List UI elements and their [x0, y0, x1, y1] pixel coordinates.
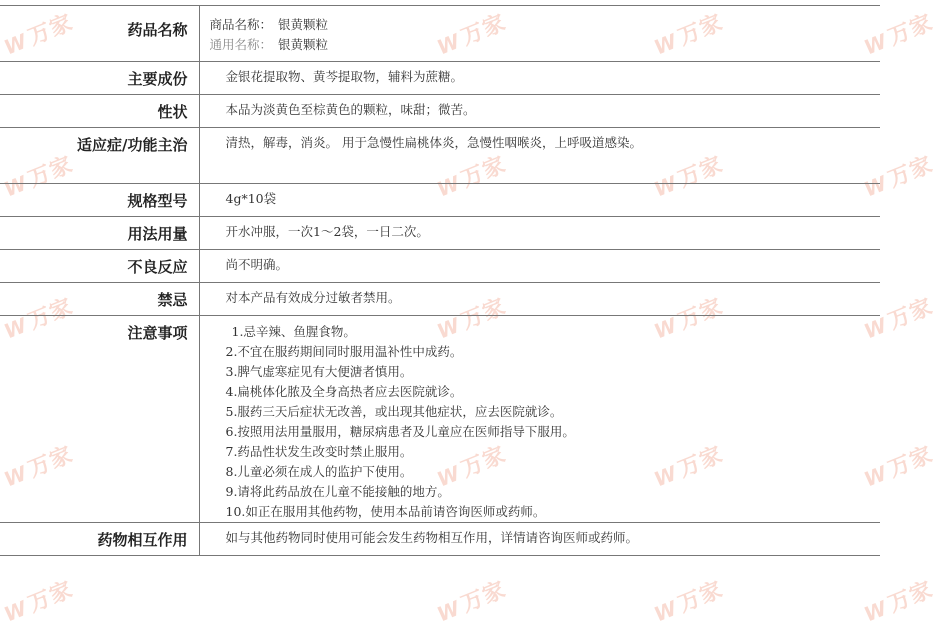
watermark-logo: W万家 [650, 577, 727, 627]
row-drug-name [0, 6, 880, 62]
watermark-logo: W万家 [0, 10, 77, 60]
row-label: 适应症/功能主治 [0, 128, 199, 184]
drug-spec-table [0, 5, 880, 556]
list-item: 3.脾气虚寒症见有大便溏者慎用。 [225, 364, 413, 379]
row-precautions [0, 316, 880, 523]
row-value: 尚不明确。 [199, 250, 880, 283]
row-contraindications [0, 283, 880, 316]
row-ingredients [0, 62, 880, 95]
watermark-logo: W万家 [860, 10, 937, 60]
watermark-logo: W万家 [650, 152, 727, 202]
row-label: 规格型号 [0, 184, 199, 217]
drug-name-cell [199, 6, 880, 62]
row-label: 禁忌 [0, 283, 199, 316]
watermark-logo: W万家 [0, 577, 77, 627]
row-value: 金银花提取物、黄芩提取物，辅料为蔗糖。 [199, 62, 880, 95]
row-description [0, 95, 880, 128]
watermark-logo: W万家 [650, 442, 727, 492]
watermark-logo: W万家 [860, 442, 937, 492]
list-item: 9.请将此药品放在儿童不能接触的地方。 [225, 484, 450, 499]
row-value: 4g*10袋 [199, 184, 880, 217]
watermark-logo: W万家 [0, 442, 77, 492]
row-value: 对本产品有效成分过敏者禁用。 [199, 283, 880, 316]
generic-name-value: 银黄颗粒 [278, 37, 329, 52]
row-value: 如与其他药物同时使用可能会发生药物相互作用，详情请咨询医师或药师。 [199, 523, 880, 556]
row-label: 不良反应 [0, 250, 199, 283]
row-dosage [0, 217, 880, 250]
row-specification [0, 184, 880, 217]
watermark-logo: W万家 [433, 152, 510, 202]
row-adverse-reactions [0, 250, 880, 283]
watermark-logo: W万家 [650, 10, 727, 60]
list-item: 5.服药三天后症状无改善，或出现其他症状，应去医院就诊。 [225, 404, 563, 419]
list-item: 7.药品性状发生改变时禁止服用。 [225, 444, 413, 459]
row-value: 清热，解毒，消炎。 用于急慢性扁桃体炎，急慢性咽喉炎，上呼吸道感染。 [199, 128, 880, 184]
trade-name [210, 15, 873, 35]
row-value: 本品为淡黄色至棕黄色的颗粒，味甜；微苦。 [199, 95, 880, 128]
generic-name [210, 35, 873, 55]
list-item: 1.忌辛辣、鱼腥食物。 [231, 324, 356, 339]
list-item: 10.如正在服用其他药物，使用本品前请咨询医师或药师。 [225, 504, 546, 519]
watermark-logo: W万家 [433, 294, 510, 344]
trade-name-label: 商品名称： [209, 17, 273, 32]
watermark-logo: W万家 [860, 294, 937, 344]
generic-name-label: 通用名称： [209, 37, 273, 52]
row-label: 主要成份 [0, 62, 199, 95]
row-label: 用法用量 [0, 217, 199, 250]
row-label: 药物相互作用 [0, 523, 199, 556]
row-label: 性状 [0, 95, 199, 128]
row-label: 注意事项 [0, 316, 199, 523]
trade-name-value: 银黄颗粒 [278, 17, 329, 32]
list-item: 4.扁桃体化脓及全身高热者应去医院就诊。 [225, 384, 463, 399]
list-item: 8.儿童必须在成人的监护下使用。 [225, 464, 413, 479]
watermark-logo: W万家 [0, 294, 77, 344]
row-indications [0, 128, 880, 184]
row-label: 药品名称 [0, 6, 199, 62]
row-value: 开水冲服，一次1～2袋，一日二次。 [199, 217, 880, 250]
watermark-logo: W万家 [433, 10, 510, 60]
watermark-logo: W万家 [860, 577, 937, 627]
precautions-list [199, 316, 880, 523]
list-item: 6.按照用法用量服用，糖尿病患者及儿童应在医师指导下服用。 [225, 424, 575, 439]
row-interactions [0, 523, 880, 556]
list-item: 2.不宜在服药期间同时服用温补性中成药。 [225, 344, 463, 359]
watermark-logo: W万家 [433, 442, 510, 492]
watermark-logo: W万家 [650, 294, 727, 344]
watermark-logo: W万家 [433, 577, 510, 627]
watermark-logo: W万家 [0, 152, 77, 202]
watermark-logo: W万家 [860, 152, 937, 202]
